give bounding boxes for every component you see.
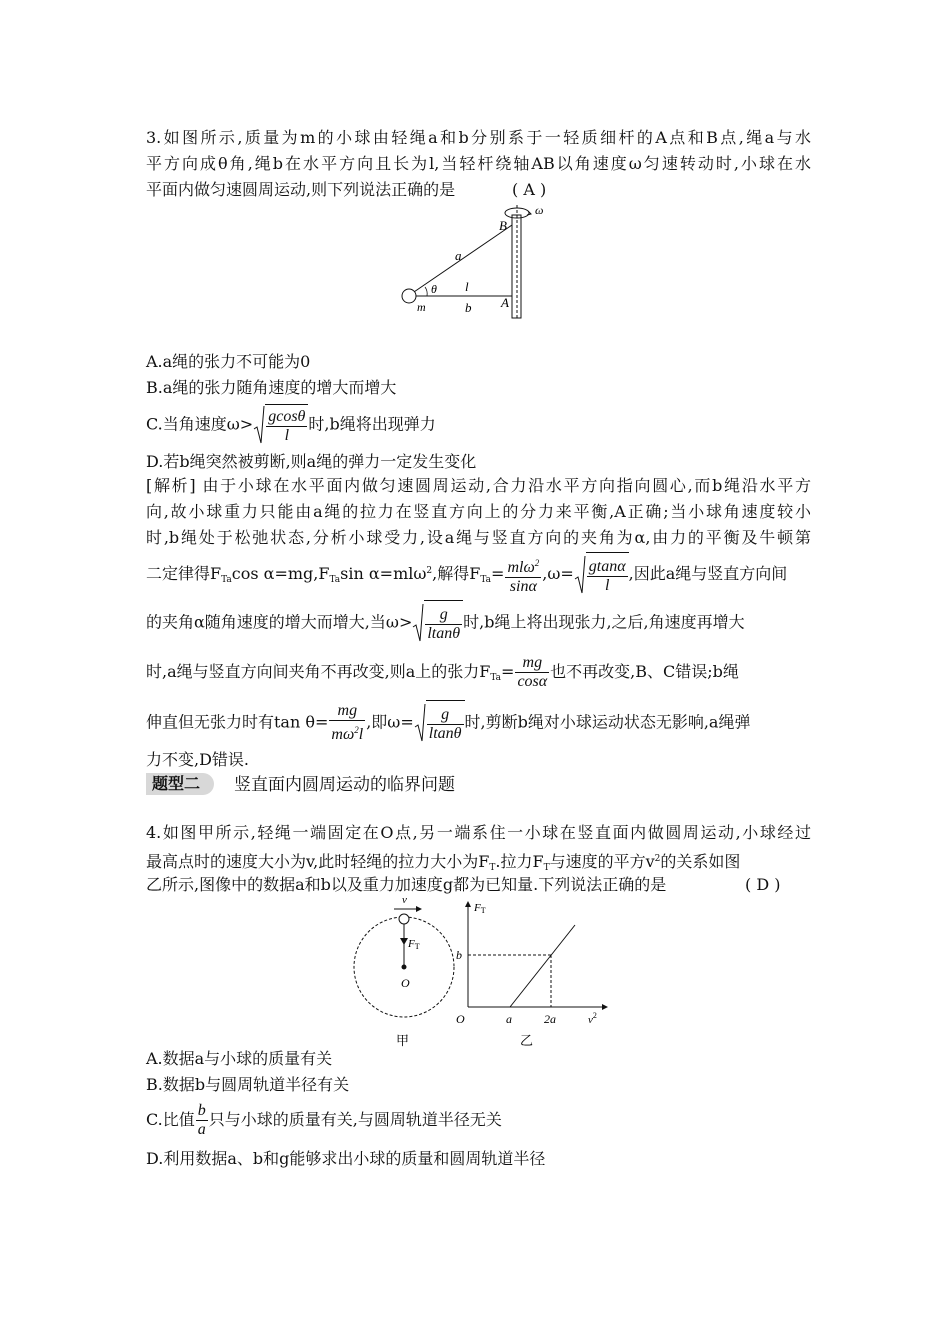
q3-option-d: D.若b绳突然被剪断,则a绳的弹力一定发生变化 bbox=[146, 452, 477, 471]
label-v2: $v^2$ bbox=[588, 1011, 597, 1026]
analysis-line2: 向,故小球重力只能由a绳的拉力在竖直方向上的分力来平衡,A正确;当小球角速度较小 bbox=[146, 502, 811, 521]
fraction: $\frac{mg}{m\omega^2l}$ bbox=[331, 702, 364, 743]
sqrt-expression bbox=[253, 404, 308, 446]
q4-figure bbox=[350, 895, 610, 1050]
analysis-line1: [解析] 由于小球在水平面内做匀速圆周运动,合力沿水平方向指向圆心,而b绳沿水平方 bbox=[146, 476, 811, 495]
label-v: v bbox=[402, 895, 407, 906]
q4-option-b: B.数据b与圆周轨道半径有关 bbox=[146, 1075, 350, 1094]
rope-a bbox=[411, 225, 512, 294]
label-omega: ω bbox=[535, 203, 544, 217]
fraction: $\frac{mg}{\cos\alpha}$ bbox=[517, 654, 548, 690]
sqrt-expression: $\frac{gtan\alpha}{l}$ bbox=[574, 552, 629, 598]
label-2a: 2a bbox=[544, 1012, 556, 1026]
fraction: $\frac{ml\omega^2}{\sin\alpha}$ bbox=[505, 554, 541, 596]
sqrt-expression: $\frac{g}{ltan\theta}$ bbox=[414, 700, 465, 746]
q3-option-a: A.a绳的张力不可能为0 bbox=[146, 352, 311, 371]
option-c-suffix: 时,b绳将出现弹力 bbox=[308, 414, 436, 434]
q3-option-b: B.a绳的张力随角速度的增大而增大 bbox=[146, 378, 397, 397]
figure-yi-label: 乙 bbox=[520, 1033, 534, 1048]
graph-line bbox=[510, 925, 575, 1007]
q4-option-c: C.比值 $\frac{b}{a}$ 只与小球的质量有关,与圆周轨道半径无关 bbox=[146, 1102, 502, 1138]
q3-stem-line1: 3.如图所示,质量为m的小球由轻绳a和b分别系于一轻质细杆的A点和B点,绳a与水 bbox=[146, 128, 811, 147]
label-b: b bbox=[456, 948, 462, 962]
sqrt-expression: $\frac{g}{ltan\theta}$ bbox=[412, 600, 463, 646]
fraction: $\frac{b}{a}$ bbox=[197, 1102, 206, 1138]
q4-stem-line3: 乙所示,图像中的数据a和b以及重力加速度g都为已知量.下列说法正确的是 bbox=[146, 875, 667, 894]
label-b: b bbox=[465, 300, 472, 315]
q3-stem-line3: 平面内做匀速圆周运动,则下列说法正确的是 bbox=[146, 180, 456, 199]
label-FT: FT bbox=[408, 938, 420, 951]
q4-option-d: D.利用数据a、b和g能够求出小球的质量和圆周轨道半径 bbox=[146, 1149, 546, 1168]
q4-option-a: A.数据a与小球的质量有关 bbox=[146, 1049, 333, 1068]
section-title: 竖直面内圆周运动的临界问题 bbox=[234, 775, 455, 795]
label-A: A bbox=[501, 295, 509, 310]
label-m: m bbox=[417, 300, 426, 314]
q3-option-c bbox=[146, 404, 811, 444]
q3-stem-line2: 平方向成θ角,绳b在水平方向且长为l,当轻杆绕轴AB以角速度ω匀速转动时,小球在水 bbox=[146, 154, 811, 173]
analysis-line8: 力不变,D错误. bbox=[146, 750, 250, 769]
label-a: a bbox=[455, 248, 462, 263]
analysis-line4: 二定律得$F_{Ta}\cos$ $\alpha=mg,F_{Ta}\sin$ α=mlω$^2$,解得$F_{Ta}=$ $\frac{ml\omega^2}{\sin\alpha}$ ,ω= $\frac{gtan\alpha}{l}$ ,因此a绳与竖直方向间 bbox=[146, 549, 811, 593]
label-l: l bbox=[465, 279, 469, 294]
option-c-prefix: C.当角速度ω> bbox=[146, 414, 254, 434]
frac-denominator: l bbox=[284, 427, 290, 444]
q4-stem-line2: 最高点时的速度大小为v,此时轻绳的拉力大小为$F_T$.拉力$F_T$与速度的平方$v^2$的关系如图 bbox=[146, 852, 741, 873]
label-a: a bbox=[506, 1012, 512, 1026]
label-FT-axis: FT bbox=[474, 902, 486, 915]
figure-jia-label: 甲 bbox=[396, 1033, 410, 1048]
q3-rod-diagram bbox=[395, 200, 565, 325]
label-O-axis: O bbox=[456, 1012, 465, 1026]
section-badge: 题型二 bbox=[146, 773, 214, 795]
label-theta: θ bbox=[431, 282, 437, 296]
frac-numerator: gcosθ bbox=[268, 408, 306, 425]
ball bbox=[399, 914, 409, 924]
q4-answer: ( D ) bbox=[745, 875, 781, 894]
analysis-line6: 时,a绳与竖直方向间夹角不再改变,则a上的张力$F_{Ta}=$ $\frac{mg}{\cos\alpha}$ 也不再改变,B、C错误;b绳 bbox=[146, 654, 739, 690]
analysis-line7: 伸直但无张力时有tan θ= $\frac{mg}{m\omega^2l}$ ,即ω= $\frac{g}{ltan\theta}$ 时,剪断b绳对小球运动状态无影响,a绳弹 bbox=[146, 700, 811, 744]
analysis-line3: 时,b绳处于松弛状态,分析小球受力,设a绳与竖直方向的夹角为α,由力的平衡及牛顿第 bbox=[146, 528, 811, 547]
q3-answer: ( A ) bbox=[512, 180, 547, 199]
analysis-line5: 的夹角α随角速度的增大而增大,当ω> $\frac{g}{ltan\theta}$ 时,b绳上将出现张力,之后,角速度再增大 bbox=[146, 600, 811, 644]
q4-stem-line1: 4.如图甲所示,轻绳一端固定在O点,另一端系住一小球在竖直面内做圆周运动,小球经过 bbox=[146, 823, 811, 842]
ball bbox=[402, 289, 416, 303]
label-B: B bbox=[499, 218, 507, 233]
label-O-circle: O bbox=[401, 976, 410, 990]
